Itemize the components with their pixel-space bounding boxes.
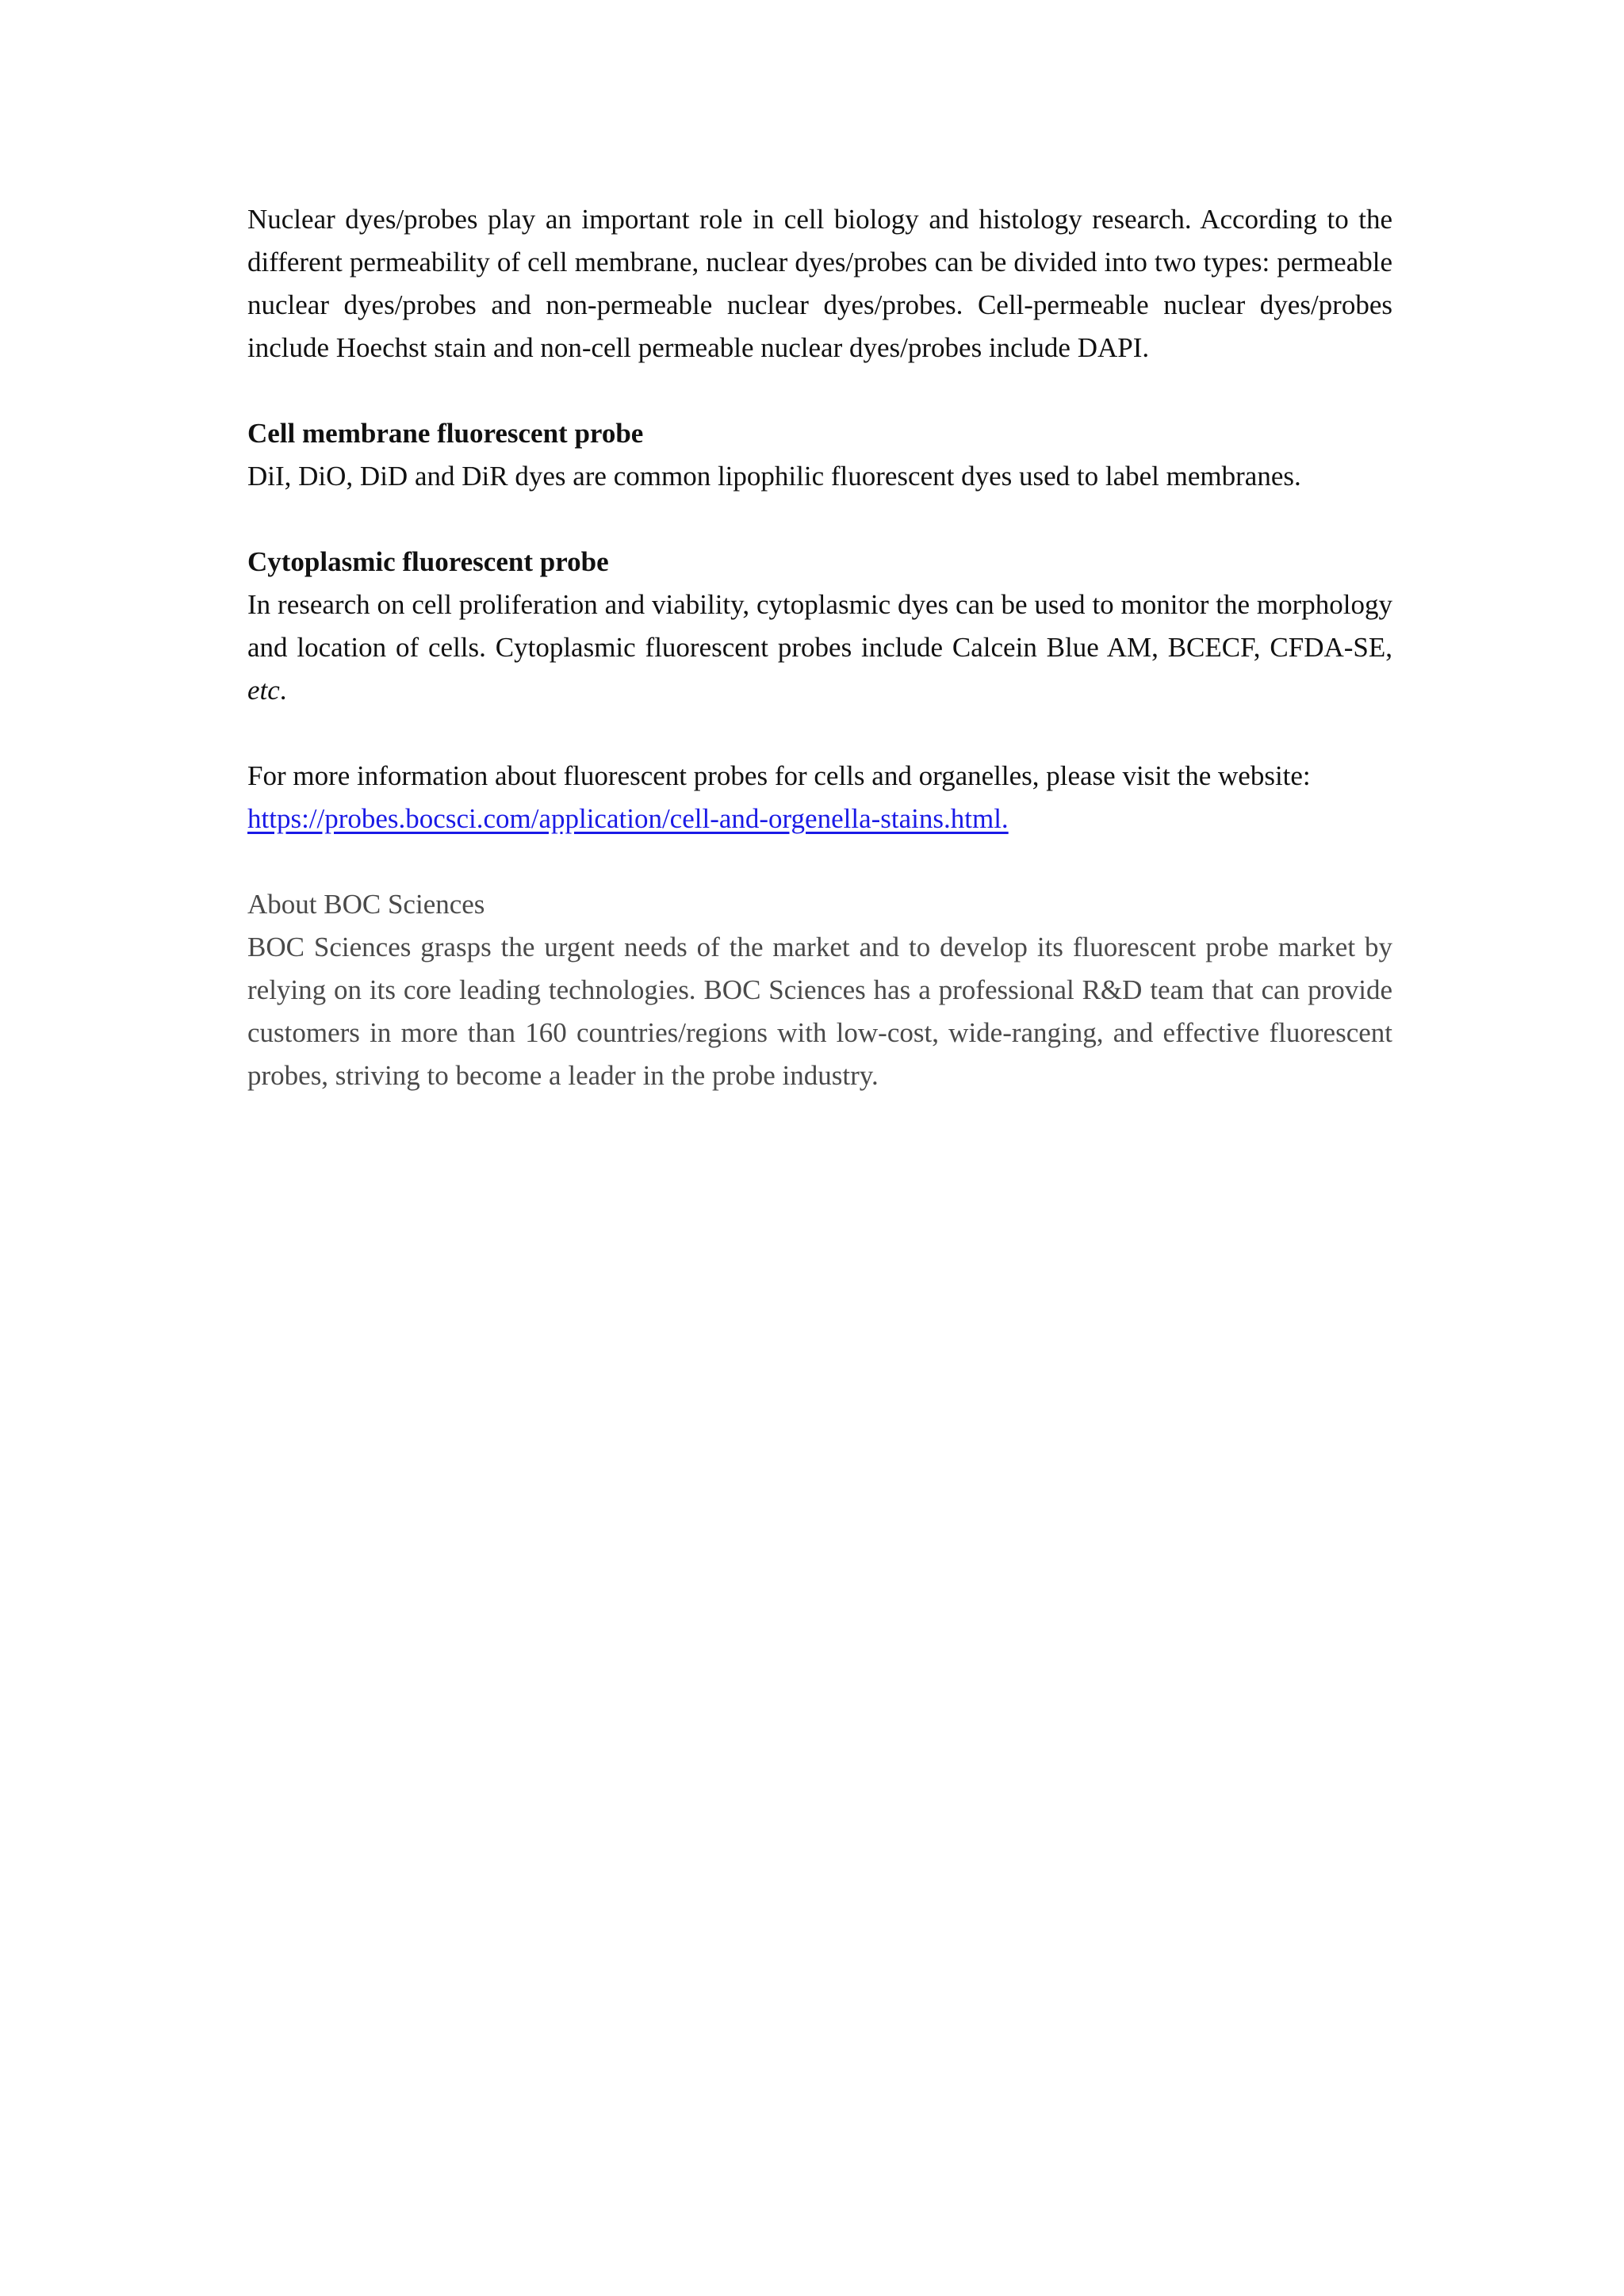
about-text: BOC Sciences grasps the urgent needs of the market and to develop its fluorescent probe market by relying on its core leading technologies. BOC Sciences has a professional R&D team that can provide customers in more than 160 countries/regions with low-cost, wide-ranging, and effective fluorescent probes, striving to become a leader in the probe industry. <box>247 932 1392 1091</box>
document-page <box>247 198 1392 1097</box>
about-heading: About BOC Sciences <box>247 889 485 920</box>
cytoplasmic-body: In research on cell proliferation and viability, cytoplasmic dyes can be used to monitor the morphology and location of cells. Cytoplasmic fluorescent probes include Calcein Blue AM, BCECF, CFDA-SE, <box>247 589 1392 663</box>
membrane-heading: Cell membrane fluorescent probe <box>247 418 644 449</box>
cytoplasmic-heading: Cytoplasmic fluorescent probe <box>247 546 609 577</box>
more-info-text: For more information about fluorescent probes for cells and organelles, please visit the website: <box>247 760 1311 791</box>
more-info-section <box>247 755 1392 840</box>
more-info-link-line <box>247 798 1392 840</box>
website-link[interactable]: https://probes.bocsci.com/application/cell-and-orgenella-stains.html. <box>247 803 1009 834</box>
intro-paragraph: Nuclear dyes/probes play an important role in cell biology and histology research. According to the different permeability of cell membrane, nuclear dyes/probes can be divided into two types: permeable nuclear dyes/probes and non-permeable nuclear dyes/probes. Cell-permeable nuclear dyes/probes include Hoechst stain and non-cell permeable nuclear dyes/probes include DAPI. <box>247 204 1392 363</box>
membrane-text: DiI, DiO, DiD and DiR dyes are common lipophilic fluorescent dyes used to label membranes. <box>247 461 1301 492</box>
cytoplasmic-text <box>247 584 1392 712</box>
cytoplasmic-period: . <box>279 675 287 706</box>
cytoplasmic-etc: etc <box>247 675 280 706</box>
about-section <box>247 883 1392 1097</box>
membrane-section <box>247 412 1392 498</box>
cytoplasmic-section <box>247 541 1392 712</box>
